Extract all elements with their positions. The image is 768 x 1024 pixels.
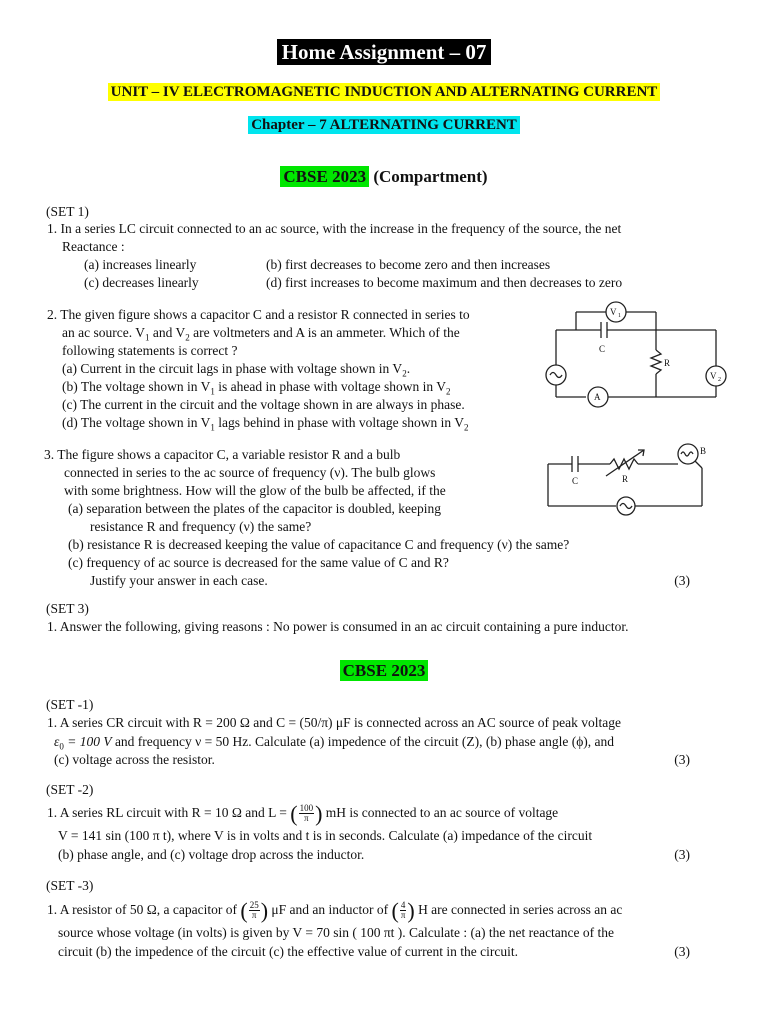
- set-label: (SET -3): [46, 878, 94, 893]
- option-a-cont: resistance R and frequency (ν) the same?: [90, 519, 312, 534]
- numerator: 100: [299, 803, 314, 814]
- v2-label: V: [710, 371, 717, 381]
- text: an ac source. V: [62, 325, 145, 340]
- v2-subscript: 2: [718, 377, 721, 383]
- rc-bulb-circuit-figure: [540, 440, 720, 518]
- question-text: circuit (b) the impedence of the circuit (c) the effective value of current in the circuit.: [58, 944, 519, 959]
- set-label: (SET 3): [46, 601, 89, 616]
- question-text: [62, 324, 460, 342]
- text: H are connected in series across an ac: [414, 902, 623, 917]
- question-text: 1. A resistor of 50 Ω, a capacitor of ( $\frac{25}{\pi}$ ) μF and an inductor of ( $\frac{4}{\pi}$ ) H are connected in series across an ac: [47, 897, 623, 923]
- section-heading-highlight: CBSE 2023: [280, 166, 369, 187]
- subscript: 2: [463, 422, 469, 433]
- page-title: [0, 40, 768, 64]
- question-text: V = 141 sin (100 π t), where V is in volts and t is in seconds. Calculate (a) impedance of the circuit: [58, 828, 593, 843]
- numerator: 25: [249, 900, 259, 911]
- capacitor-label: C: [572, 476, 579, 486]
- question-text: [54, 733, 614, 751]
- option-c: (c) decreases linearly: [84, 275, 199, 290]
- subscript: 1: [210, 386, 215, 397]
- capacitor-label: C: [599, 344, 606, 354]
- option-d: (d) first increases to become maximum and then decreases to zero: [266, 275, 623, 290]
- marks: (3): [674, 847, 690, 862]
- fraction: [299, 804, 315, 823]
- marks: (3): [674, 573, 690, 588]
- question-text: 2. The given figure shows a capacitor C and a resistor R connected in series to: [47, 307, 470, 322]
- set-label: (SET -1): [46, 697, 94, 712]
- marks: (3): [674, 944, 690, 959]
- set-label: (SET -2): [46, 782, 94, 797]
- question-text: 1. A series CR circuit with R = 200 Ω and C = (50/π) μF is connected across an AC source of peak voltage: [47, 715, 621, 730]
- subscript: 2: [402, 368, 407, 379]
- text: are voltmeters and A is an ammeter. Which of the: [189, 325, 460, 340]
- text: and frequency ν = 50 Hz. Calculate (a) impedence of the circuit (Z), (b) phase angle (ϕ), and: [111, 734, 615, 749]
- page-title-text: Home Assignment – 07: [277, 39, 492, 65]
- text: 1. A series RL circuit with R = 10 Ω and L =: [47, 805, 291, 820]
- v1-label: V: [610, 307, 617, 317]
- subscript: 1: [144, 332, 150, 343]
- option-a: (a) separation between the plates of the capacitor is doubled, keeping: [68, 501, 441, 516]
- text: (b) The voltage shown in V: [62, 379, 211, 394]
- unit-heading: [0, 84, 768, 102]
- question-text: source whose voltage (in volts) is given by V = 70 sin ( 100 πt ). Calculate : (a) the net reactance of the: [58, 925, 615, 940]
- option-a: [62, 360, 410, 378]
- question-text: (b) phase angle, and (c) voltage drop across the inductor.: [58, 847, 365, 862]
- section-heading-highlight: CBSE 2023: [340, 660, 429, 681]
- instruction: Justify your answer in each case.: [90, 573, 268, 588]
- question-text: Reactance :: [62, 239, 125, 254]
- subscript: 0: [59, 741, 64, 752]
- text: mH is connected to an ac source of voltage: [322, 805, 559, 820]
- question-text: following statements is correct ?: [62, 343, 238, 358]
- numerator: 4: [400, 900, 406, 911]
- option-c: (c) The current in the circuit and the voltage shown in are always in phase.: [62, 397, 465, 412]
- denominator: π: [400, 910, 406, 921]
- subscript: 1: [210, 422, 215, 433]
- question-text: 1. A series RL circuit with R = 10 Ω and L = ( $\frac{100}{\pi}$ ) mH is connected to an ac source of voltage: [47, 800, 559, 826]
- ammeter-label: A: [594, 392, 601, 402]
- option-a: (a) increases linearly: [84, 257, 197, 272]
- rc-circuit-figure: [536, 300, 736, 412]
- section-heading-cbse-2023: [0, 662, 768, 680]
- option-c: (c) frequency of ac source is decreased for the same value of C and R?: [68, 555, 449, 570]
- marks: (3): [674, 752, 690, 767]
- text: (a) Current in the circuit lags in phase with voltage shown in V: [62, 361, 403, 376]
- text: .: [406, 361, 411, 376]
- question-text: 1. Answer the following, giving reasons : No power is consumed in an ac circuit containing a pure inductor.: [47, 619, 629, 634]
- question-text: 3. The figure shows a capacitor C, a variable resistor R and a bulb: [44, 447, 401, 462]
- v1-subscript: 1: [618, 313, 621, 319]
- set-label: (SET 1): [46, 204, 89, 219]
- fraction: [400, 901, 407, 920]
- option-b: [62, 378, 450, 396]
- text: = 100 V: [63, 734, 112, 749]
- option-b: (b) first decreases to become zero and then increases: [266, 257, 551, 272]
- question-text: connected in series to the ac source of frequency (ν). The bulb glows: [64, 465, 436, 480]
- question-text: with some brightness. How will the glow of the bulb be affected, if the: [64, 483, 446, 498]
- text: 1. A resistor of 50 Ω, a capacitor of: [47, 902, 241, 917]
- section-heading-rest: (Compartment): [369, 167, 488, 186]
- section-heading-compartment: [0, 168, 768, 186]
- resistor-label: R: [664, 358, 671, 368]
- option-d: [62, 414, 468, 432]
- option-b: (b) resistance R is decreased keeping the value of capacitance C and frequency (ν) the same?: [68, 537, 570, 552]
- text: μF and an inductor of: [268, 902, 392, 917]
- denominator: π: [304, 813, 309, 824]
- unit-heading-text: UNIT – IV ELECTROMAGNETIC INDUCTION AND ALTERNATING CURRENT: [108, 83, 661, 101]
- chapter-heading: [0, 117, 768, 135]
- text: is ahead in phase with voltage shown in V: [214, 379, 446, 394]
- denominator: π: [251, 910, 257, 921]
- text: lags behind in phase with voltage shown in V: [214, 415, 464, 430]
- text: and V: [149, 325, 186, 340]
- bulb-label: B: [700, 446, 707, 456]
- epsilon-symbol: ε: [54, 734, 60, 749]
- subscript: 2: [445, 386, 451, 397]
- resistor-label: R: [622, 474, 629, 484]
- text: (d) The voltage shown in V: [62, 415, 211, 430]
- question-text: (c) voltage across the resistor.: [54, 752, 215, 767]
- chapter-heading-text: Chapter – 7 ALTERNATING CURRENT: [248, 116, 520, 134]
- question-text: 1. In a series LC circuit connected to an ac source, with the increase in the frequency of the source, the net: [47, 221, 622, 236]
- fraction: [249, 901, 260, 920]
- subscript: 2: [185, 332, 190, 343]
